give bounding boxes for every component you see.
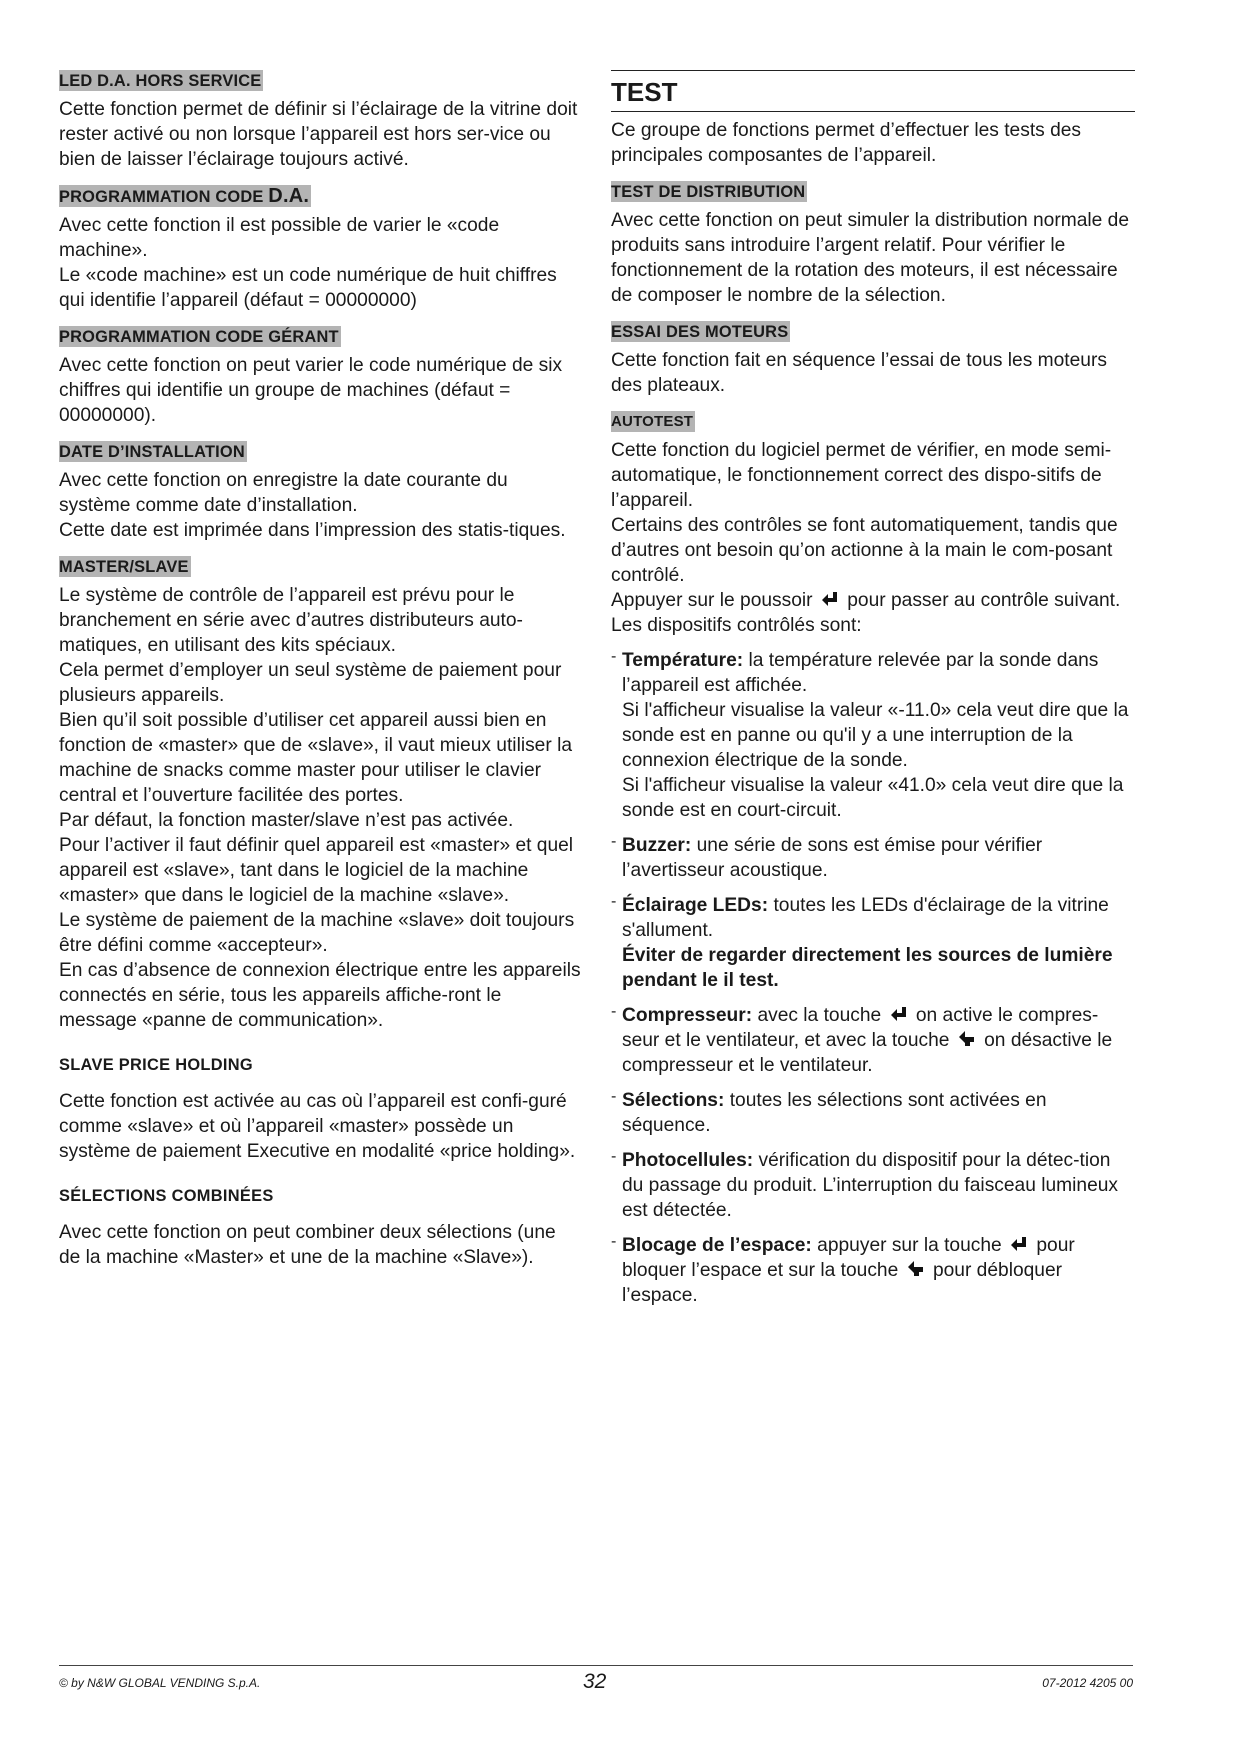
master-p5: Pour l’activer il faut définir quel appareil est «master» et quel appareil est «slave», tant dans le logiciel de la machine «master» que dans le logiciel de la machine «slave».	[59, 835, 574, 906]
leds-label: Éclairage LEDs:	[622, 895, 769, 916]
left-column	[59, 70, 581, 1270]
autotest-p3b: pour passer au contrôle suivant.	[847, 590, 1121, 611]
item-photocellules: - Photocellules: vérification du dispositif pour la détec-tion du passage du produit. L’interruption du faisceau lumineux est détectée.	[611, 1148, 1119, 1221]
section-prog-gerant	[59, 326, 581, 428]
master-p6: Le système de paiement de la machine «slave» doit toujours être défini comme «accepteur».	[59, 910, 575, 956]
section-led	[59, 70, 581, 172]
temp-text: la température relevée par la sonde dans l’appareil est affichée.	[622, 650, 1099, 696]
prog-gerant-text: Avec cette fonction on peut varier le code numérique de six chiffres qui identifie un groupe de machines (défaut = 00000000).	[59, 355, 563, 426]
heading-led: LED D.A. HORS SERVICE	[59, 72, 262, 90]
heading-distribution: TEST DE DISTRIBUTION	[611, 183, 806, 201]
comp-text-c: on désactive le compresseur et le ventilateur.	[622, 1030, 1113, 1076]
right-column	[611, 70, 1133, 1308]
heading-prog-da-small: PROGRAMMATION CODE	[59, 188, 269, 206]
autotest-p3a: Appuyer sur le poussoir	[611, 590, 813, 611]
led-text: Cette fonction permet de définir si l’éclairage de la vitrine doit rester activé ou non lorsque l’appareil est hors ser-vice ou bien de laisser l’éclairage toujours activé.	[59, 99, 578, 170]
master-p2: Cela permet d’employer un seul système de paiement pour plusieurs appareils.	[59, 660, 562, 706]
heading-date: DATE D’INSTALLATION	[59, 443, 245, 461]
back-arrow-icon	[906, 1259, 926, 1279]
bloc-text-a: appuyer sur la touche	[817, 1235, 1002, 1256]
prog-da-text1: Avec cette fonction il est possible de varier le «code machine».	[59, 215, 500, 261]
photo-label: Photocellules:	[622, 1150, 754, 1171]
item-blocage: - Blocage de l’espace: appuyer sur la touche pour bloquer l’espace et sur la touche pour débloquer l’espace.	[611, 1233, 1075, 1306]
test-title-box	[611, 70, 1135, 112]
leds-text: toutes les LEDs d'éclairage de la vitrine s'allument.	[622, 895, 1109, 941]
selections-combinees-text: Avec cette fonction on peut combiner deux sélections (une de la machine «Master» et une de la machine «Slave»).	[59, 1222, 556, 1268]
autotest-p4: Les dispositifs contrôlés sont:	[611, 615, 862, 636]
sel-text: toutes les sélections sont activées en séquence.	[622, 1090, 1047, 1136]
slave-price-text: Cette fonction est activée au cas où l’appareil est confi-guré comme «slave» et où l’appareil «master» possède un système de paiement Executive en modalité «price holding».	[59, 1091, 576, 1162]
bloc-text-c: pour débloquer l’espace.	[622, 1260, 1063, 1306]
buzzer-text: une série de sons est émise pour vérifier l’avertisseur acoustique.	[622, 835, 1043, 881]
heading-essai: ESSAI DES MOTEURS	[611, 323, 789, 341]
bloc-text-b: pour bloquer l’espace et sur la touche	[622, 1235, 1075, 1281]
section-prog-da	[59, 185, 581, 313]
heading-slave-price: SLAVE PRICE HOLDING	[59, 1056, 253, 1074]
essai-text: Cette fonction fait en séquence l’essai de tous les moteurs des plateaux.	[611, 350, 1107, 396]
distribution-text: Avec cette fonction on peut simuler la distribution normale de produits sans introduire l’argent relatif. Pour vérifier le fonctionnement de la rotation des moteurs, il est nécessaire de composer le nombre de la sélection.	[611, 210, 1129, 306]
item-temperature: - Température: la température relevée par la sonde dans l’appareil est affichée. Si l'afficheur visualise la valeur «-11.0» cela veut dire que la sonde est en panne ou qu'il y a une interruption de la connexion électrique de la sonde. Si l'afficheur visualise la valeur «41.0» cela veut dire que la sonde est en court-circuit.	[611, 648, 1133, 823]
comp-text-b: on active le compres-seur et le ventilateur, et avec la touche	[622, 1005, 1099, 1051]
date-text2: Cette date est imprimée dans l’impression des statis-tiques.	[59, 520, 566, 541]
temp-text3: Si l'afficheur visualise la valeur «41.0» cela veut dire que la sonde est en court-circuit.	[622, 775, 1124, 821]
section-essai	[611, 321, 1133, 398]
heading-autotest: AUTOTEST	[611, 413, 694, 430]
section-master-slave	[59, 556, 581, 1033]
page-number: 32	[583, 1670, 607, 1693]
item-selections: - Sélections: toutes les sélections sont activées en séquence.	[611, 1088, 1047, 1136]
item-compresseur: - Compresseur: avec la touche on active le compres-seur et le ventilateur, et avec la touche on désactive le compresseur et le ventilateur.	[611, 1003, 1113, 1076]
enter-key-icon	[1009, 1234, 1029, 1254]
item-buzzer: - Buzzer: une série de sons est émise pour vérifier l’avertisseur acoustique.	[611, 833, 1043, 881]
sel-label: Sélections:	[622, 1090, 725, 1111]
photo-text: vérification du dispositif pour la détec-tion du passage du produit. L’interruption du faisceau lumineux est détectée.	[622, 1150, 1119, 1221]
autotest-p1: Cette fonction du logiciel permet de vérifier, en mode semi-automatique, le fonctionnement correct des dispo-sitifs de l’appareil.	[611, 440, 1112, 511]
temp-label: Température:	[622, 650, 744, 671]
prog-da-text2: Le «code machine» est un code numérique de huit chiffres qui identifie l’appareil (défaut = 00000000)	[59, 265, 557, 311]
comp-text-a: avec la touche	[757, 1005, 882, 1026]
date-text1: Avec cette fonction on enregistre la date courante du système comme date d’installation.	[59, 470, 508, 516]
heading-prog-da-big: D.A.	[268, 185, 310, 207]
footer-doc-code: 07-2012 4205 00	[1042, 1676, 1133, 1690]
section-distribution	[611, 181, 1133, 308]
heading-prog-gerant: PROGRAMMATION CODE GÉRANT	[59, 328, 339, 346]
autotest-p2: Certains des contrôles se font automatiquement, tandis que d’autres ont besoin qu’on actionne à la main le com-posant contrôlé.	[611, 515, 1118, 586]
back-arrow-icon	[957, 1029, 977, 1049]
page-footer	[59, 1665, 1133, 1693]
master-p1: Le système de contrôle de l’appareil est prévu pour le branchement en série avec d’autres distributeurs auto-matiques, en utilisant des kits spéciaux.	[59, 585, 523, 656]
item-leds: - Éclairage LEDs: toutes les LEDs d'éclairage de la vitrine s'allument. Éviter de regarder directement les sources de lumière pendant le il test.	[611, 893, 1113, 991]
footer-copyright: © by N&W GLOBAL VENDING S.p.A.	[59, 1676, 261, 1690]
buzzer-label: Buzzer:	[622, 835, 692, 856]
leds-warning: Éviter de regarder directement les sources de lumière pendant le il test.	[622, 945, 1113, 991]
section-date	[59, 441, 581, 543]
comp-label: Compresseur:	[622, 1005, 753, 1026]
enter-key-icon	[820, 589, 840, 609]
heading-master-slave: MASTER/SLAVE	[59, 558, 189, 576]
master-p4: Par défaut, la fonction master/slave n’est pas activée.	[59, 810, 514, 831]
master-p3: Bien qu’il soit possible d’utiliser cet appareil aussi bien en fonction de «master» que de «slave», il vaut mieux utiliser la machine de snacks comme master pour utiliser le clavier central et l’ouverture facilitée des portes.	[59, 710, 573, 806]
autotest-p3	[611, 588, 1133, 613]
master-p7: En cas d’absence de connexion électrique entre les appareils connectés en série, tous les appareils affiche-ront le message «panne de communication».	[59, 960, 581, 1031]
temp-text2: Si l'afficheur visualise la valeur «-11.0» cela veut dire que la sonde est en panne ou qu'il y a une interruption de la connexion électrique de la sonde.	[622, 700, 1129, 771]
test-intro: Ce groupe de fonctions permet d’effectuer les tests des principales composantes de l’appareil.	[611, 120, 1082, 166]
test-title: TEST	[611, 77, 678, 107]
section-autotest	[611, 411, 1133, 1308]
heading-selections-combinees: SÉLECTIONS COMBINÉES	[59, 1187, 274, 1205]
bloc-label: Blocage de l’espace:	[622, 1235, 812, 1256]
heading-prog-da	[59, 185, 311, 207]
enter-key-icon	[889, 1004, 909, 1024]
